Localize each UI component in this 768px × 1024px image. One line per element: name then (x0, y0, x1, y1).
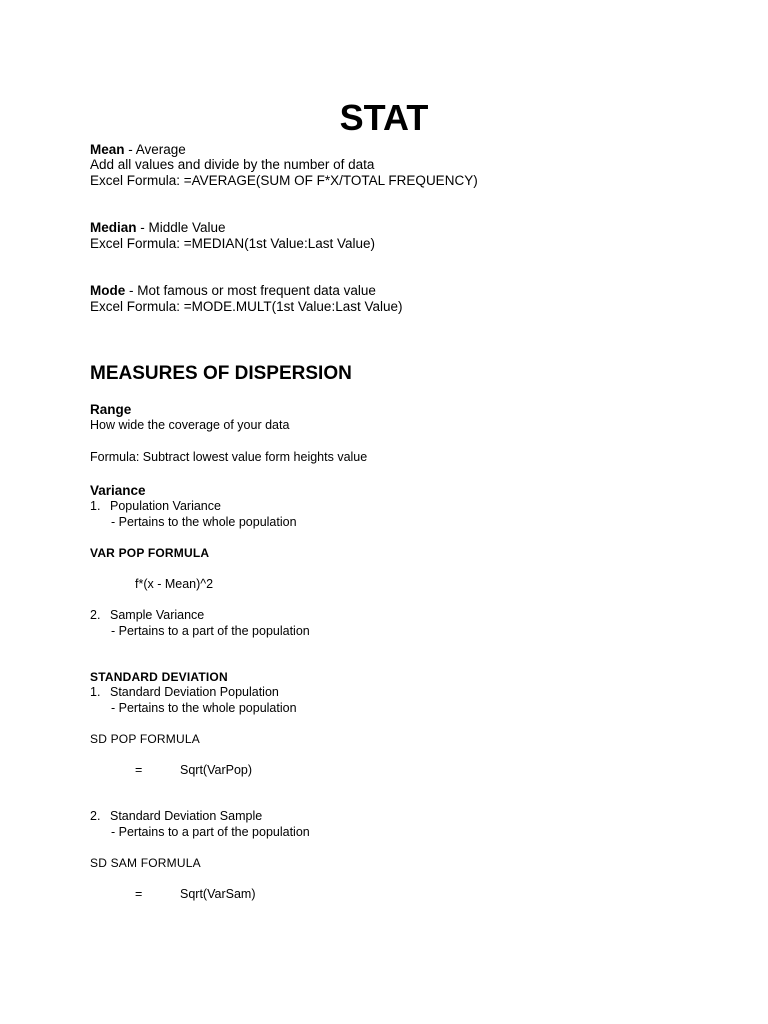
mode-desc: - Mot famous or most frequent data value (125, 283, 376, 298)
mode-term: Mode (90, 283, 126, 298)
sd-pop-formula: Sqrt(VarPop) (180, 763, 253, 777)
range-description: How wide the coverage of your data (90, 418, 290, 432)
sd-population-note: - Pertains to the whole population (111, 701, 297, 715)
mean-description: Add all values and divide by the number of data (90, 157, 375, 172)
list-item-number: 1. (90, 499, 101, 513)
var-pop-formula: f*(x - Mean)^2 (135, 577, 214, 591)
sd-sam-formula-heading: SD SAM FORMULA (90, 856, 201, 870)
median-term: Median (90, 220, 137, 235)
sd-pop-equals: = (135, 763, 143, 777)
sd-sam-equals: = (135, 887, 143, 901)
var-pop-formula-heading: VAR POP FORMULA (90, 546, 210, 560)
sd-sam-formula: Sqrt(VarSam) (180, 887, 256, 901)
list-item-number: 2. (90, 809, 101, 823)
list-item-number: 1. (90, 685, 101, 699)
dispersion-heading: MEASURES OF DISPERSION (90, 363, 352, 384)
population-variance-item: Population Variance (110, 499, 221, 513)
range-heading: Range (90, 402, 132, 417)
median-heading-line (90, 220, 226, 236)
sd-pop-formula-heading: SD POP FORMULA (90, 732, 200, 746)
mean-formula: Excel Formula: =AVERAGE(SUM OF F*X/TOTAL FREQUENCY) (90, 173, 478, 188)
mode-formula: Excel Formula: =MODE.MULT(1st Value:Last Value) (90, 299, 403, 314)
standard-deviation-heading: STANDARD DEVIATION (90, 670, 228, 684)
variance-heading: Variance (90, 483, 146, 498)
sample-variance-note: - Pertains to a part of the population (111, 624, 310, 638)
mode-heading-line (90, 283, 376, 299)
median-desc: - Middle Value (136, 220, 226, 235)
median-formula: Excel Formula: =MEDIAN(1st Value:Last Value) (90, 236, 375, 251)
population-variance-note: - Pertains to the whole population (111, 515, 297, 529)
page-title: STAT (339, 97, 429, 138)
range-formula: Formula: Subtract lowest value form heights value (90, 450, 368, 464)
sd-sample-item: Standard Deviation Sample (110, 809, 263, 823)
mean-term: Mean (90, 142, 125, 157)
mean-heading-line (90, 142, 186, 158)
list-item-number: 2. (90, 608, 101, 622)
sd-population-item: Standard Deviation Population (110, 685, 279, 699)
mean-desc: - Average (124, 142, 186, 157)
sample-variance-item: Sample Variance (110, 608, 205, 622)
sd-sample-note: - Pertains to a part of the population (111, 825, 310, 839)
